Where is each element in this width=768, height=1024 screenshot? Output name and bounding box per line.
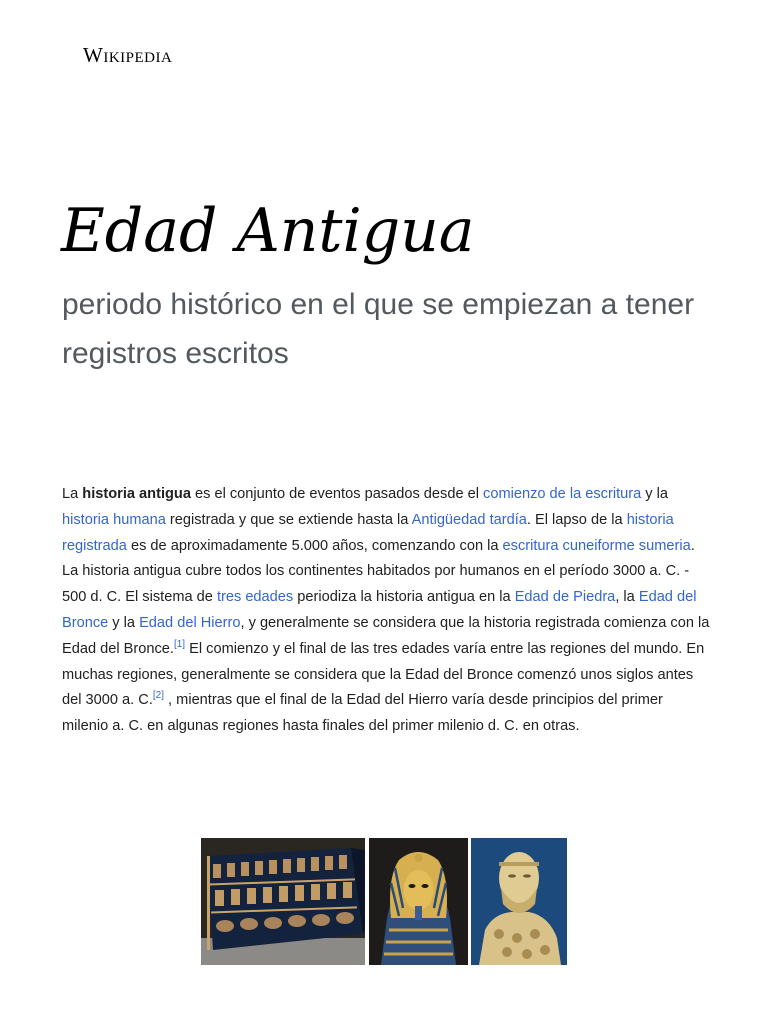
gallery-image-tutankhamun-mask[interactable] [369, 838, 468, 965]
page-subtitle: periodo histórico en el que se empiezan a tener registros escritos [62, 288, 695, 370]
intro-text: es el conjunto de eventos pasados desde el [190, 486, 484, 502]
wikipedia-logo[interactable]: Wikipedia [83, 43, 173, 67]
intro-text: , la [615, 589, 639, 606]
link-edad-piedra[interactable]: Edad de Piedra [514, 589, 616, 606]
intro-text: , mientras que el final de la Edad del Hierro varía desde principios del primer milenio a. C. en algunas regiones hasta finales del primer milenio d. C. en otras. [62, 692, 663, 735]
reference-2[interactable]: [2] [152, 690, 164, 702]
intro-text: y la [641, 486, 668, 502]
intro-text: y la [108, 614, 140, 631]
image-gallery [201, 838, 567, 965]
intro-text: periodiza la historia antigua en la [293, 589, 515, 606]
link-escritura-cuneiforme[interactable]: escritura cuneiforme sumeria [502, 537, 691, 554]
link-historia-humana[interactable]: historia humana [62, 511, 166, 528]
intro-text: es de aproximadamente 5.000 años, comenzando con la [126, 537, 503, 554]
bold-term: historia antigua [82, 486, 191, 502]
intro-text: . El lapso de la [526, 511, 627, 528]
gallery-image-priest-king[interactable] [471, 838, 567, 965]
intro-text: . La historia antigua cubre todos los continentes habitados por humanos en el período 3000 a. C. - 500 d. C. El sistema de [62, 537, 695, 606]
gallery-image-standard-of-ur[interactable] [201, 838, 365, 965]
intro-text: registrada y que se extiende hasta la [165, 511, 412, 528]
priest-king-illustration [471, 838, 567, 965]
intro-text: La [62, 486, 83, 502]
intro-text: , y generalmente se considera que la historia registrada comienza con la Edad del Bronce. [62, 614, 710, 657]
link-tres-edades[interactable]: tres edades [216, 589, 294, 606]
link-historia-registrada[interactable]: historia registrada [62, 511, 674, 554]
intro-paragraph [62, 482, 710, 740]
intro-text: El comienzo y el final de las tres edades varía entre las regiones del mundo. En muchas regiones, generalmente se considera que la Edad del Bronce comenzó unos siglos antes del 3000 a. C. [62, 640, 705, 709]
golden-mask-illustration [369, 838, 468, 965]
page-title: Edad Antigua [61, 196, 475, 266]
link-comienzo-escritura[interactable]: comienzo de la escritura [483, 486, 642, 502]
link-edad-hierro[interactable]: Edad del Hierro [139, 614, 241, 631]
link-antiguedad-tardia[interactable]: Antigüedad tardía [411, 511, 527, 528]
standard-of-ur-illustration [201, 838, 365, 965]
link-edad-bronce[interactable]: Edad del Bronce [62, 589, 697, 631]
reference-1[interactable]: [1] [173, 638, 186, 650]
